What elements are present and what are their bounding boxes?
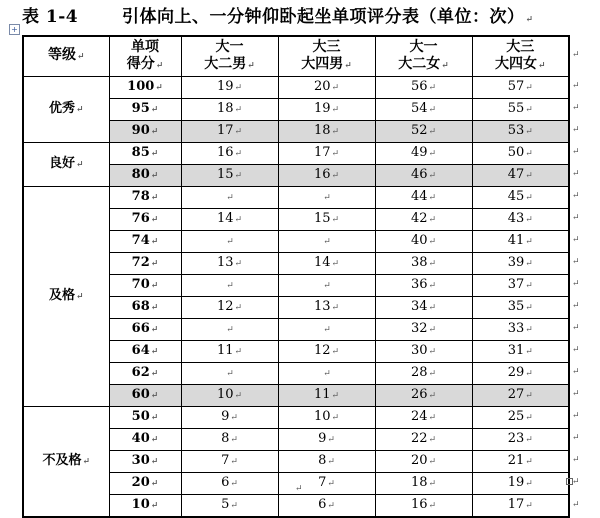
score-cell: 10↵ xyxy=(109,495,181,518)
table-row xyxy=(23,77,569,99)
value-cell: 34↵ xyxy=(375,297,472,319)
value-cell: 54↵ xyxy=(375,99,472,121)
caption-text: 引体向上、一分钟仰卧起坐单项评分表（单位：次）↵ xyxy=(122,7,534,27)
header-grade: 等级↵ xyxy=(23,36,109,77)
score-cell: 85↵ xyxy=(109,143,181,165)
score-cell: 68↵ xyxy=(109,297,181,319)
table-row xyxy=(23,187,569,209)
value-cell: 29↵ xyxy=(472,363,569,385)
row-end-mark-icon: ↵ xyxy=(572,279,580,289)
score-cell: 40↵ xyxy=(109,429,181,451)
value-cell: 26↵ xyxy=(375,385,472,407)
value-cell: 17↵ xyxy=(278,143,375,165)
value-cell: 13↵ xyxy=(181,253,278,275)
header-col3: 大一 大二女↵ xyxy=(375,36,472,77)
value-cell: 6↵ xyxy=(181,473,278,495)
paragraph-mark-icon: ↵ xyxy=(295,484,303,494)
value-cell: 12↵ xyxy=(181,297,278,319)
value-cell: 16↵ xyxy=(278,165,375,187)
value-cell: 17↵ xyxy=(181,121,278,143)
paragraph-mark-icon: ↵ xyxy=(525,15,534,25)
value-cell: 18↵ xyxy=(375,473,472,495)
row-end-mark-icon: ↵ xyxy=(572,235,580,245)
score-cell: 20↵ xyxy=(109,473,181,495)
value-cell: 43↵ xyxy=(472,209,569,231)
value-cell: 24↵ xyxy=(375,407,472,429)
score-cell: 80↵ xyxy=(109,165,181,187)
table-row xyxy=(23,143,569,165)
score-cell: 62↵ xyxy=(109,363,181,385)
value-cell: 37↵ xyxy=(472,275,569,297)
value-cell: 32↵ xyxy=(375,319,472,341)
value-cell: 19↵ xyxy=(472,473,569,495)
header-score: 单项 得分↵ xyxy=(109,36,181,77)
value-cell: 12↵ xyxy=(278,341,375,363)
row-end-mark-icon: ↵ xyxy=(572,455,580,465)
value-cell: 20↵ xyxy=(278,77,375,99)
row-end-mark-icon: ↵ xyxy=(572,103,580,113)
score-cell: 50↵ xyxy=(109,407,181,429)
value-cell: ↵ xyxy=(181,363,278,385)
value-cell: 11↵ xyxy=(181,341,278,363)
row-end-mark-icon: ↵ xyxy=(572,411,580,421)
row-end-mark-icon: ↵ xyxy=(572,81,580,91)
score-cell: 100↵ xyxy=(109,77,181,99)
value-cell: 10↵ xyxy=(181,385,278,407)
value-cell: 16↵ xyxy=(181,143,278,165)
value-cell: 27↵ xyxy=(472,385,569,407)
row-end-mark-icon: ↵ xyxy=(572,389,580,399)
header-col2: 大三 大四男↵ xyxy=(278,36,375,77)
row-end-mark-icon: ↵ xyxy=(572,301,580,311)
row-end-mark-icon: ↵ xyxy=(572,191,580,201)
value-cell: 55↵ xyxy=(472,99,569,121)
value-cell: 5↵ xyxy=(181,495,278,518)
row-end-mark-icon: ↵ xyxy=(572,323,580,333)
value-cell: 15↵ xyxy=(278,209,375,231)
grade-cell: 优秀↵ xyxy=(23,77,109,143)
value-cell: 50↵ xyxy=(472,143,569,165)
value-cell: 56↵ xyxy=(375,77,472,99)
header-col1: 大一 大二男↵ xyxy=(181,36,278,77)
value-cell: ↵ xyxy=(181,231,278,253)
header-col4: 大三 大四女↵ xyxy=(472,36,569,77)
value-cell: 33↵ xyxy=(472,319,569,341)
value-cell: ↵ xyxy=(181,275,278,297)
value-cell: 11↵ xyxy=(278,385,375,407)
row-end-mark-icon: ↵ xyxy=(572,257,580,267)
table-row xyxy=(23,407,569,429)
score-cell: 70↵ xyxy=(109,275,181,297)
value-cell: 13↵ xyxy=(278,297,375,319)
value-cell: 8↵ xyxy=(278,451,375,473)
value-cell: 17↵ xyxy=(472,495,569,518)
score-cell: 30↵ xyxy=(109,451,181,473)
table-resize-handle-icon[interactable] xyxy=(566,478,573,485)
value-cell: 28↵ xyxy=(375,363,472,385)
value-cell: 52↵ xyxy=(375,121,472,143)
value-cell: 8↵ xyxy=(181,429,278,451)
grade-cell: 良好↵ xyxy=(23,143,109,187)
row-end-mark-icon: ↵ xyxy=(572,367,580,377)
value-cell: 20↵ xyxy=(375,451,472,473)
value-cell: 21↵ xyxy=(472,451,569,473)
row-end-mark-icon: ↵ xyxy=(572,169,580,179)
value-cell: 40↵ xyxy=(375,231,472,253)
score-cell: 64↵ xyxy=(109,341,181,363)
value-cell: 23↵ xyxy=(472,429,569,451)
value-cell: 9↵ xyxy=(181,407,278,429)
value-cell: 38↵ xyxy=(375,253,472,275)
value-cell: 42↵ xyxy=(375,209,472,231)
table-header-row xyxy=(23,36,569,77)
table-caption xyxy=(0,2,600,32)
score-cell: 76↵ xyxy=(109,209,181,231)
table-move-handle-icon[interactable]: + xyxy=(9,24,20,35)
value-cell: ↵ xyxy=(278,231,375,253)
value-cell: 18↵ xyxy=(278,121,375,143)
value-cell: 14↵ xyxy=(181,209,278,231)
row-end-mark-icon: ↵ xyxy=(572,49,580,60)
grade-cell: 不及格↵ xyxy=(23,407,109,518)
value-cell: 16↵ xyxy=(375,495,472,518)
score-cell: 90↵ xyxy=(109,121,181,143)
value-cell: 19↵ xyxy=(278,99,375,121)
row-end-mark-icon: ↵ xyxy=(572,125,580,135)
value-cell: 22↵ xyxy=(375,429,472,451)
row-end-mark-icon: ↵ xyxy=(572,477,580,487)
value-cell: 45↵ xyxy=(472,187,569,209)
score-cell: 66↵ xyxy=(109,319,181,341)
value-cell: ↵ xyxy=(278,363,375,385)
value-cell: 57↵ xyxy=(472,77,569,99)
score-table xyxy=(22,35,570,518)
row-end-mark-icon: ↵ xyxy=(572,433,580,443)
value-cell: 35↵ xyxy=(472,297,569,319)
value-cell: ↵ xyxy=(181,187,278,209)
score-cell: 74↵ xyxy=(109,231,181,253)
score-cell: 60↵ xyxy=(109,385,181,407)
value-cell: 7↵ xyxy=(181,451,278,473)
value-cell: 39↵ xyxy=(472,253,569,275)
value-cell: 53↵ xyxy=(472,121,569,143)
value-cell: 25↵ xyxy=(472,407,569,429)
value-cell: ↵ xyxy=(278,319,375,341)
row-end-mark-icon: ↵ xyxy=(572,213,580,223)
value-cell: 36↵ xyxy=(375,275,472,297)
row-end-mark-icon: ↵ xyxy=(572,147,580,157)
value-cell: 41↵ xyxy=(472,231,569,253)
value-cell: 19↵ xyxy=(181,77,278,99)
caption-number: 表 1-4 xyxy=(22,7,79,27)
value-cell: ↵ xyxy=(181,319,278,341)
value-cell: 49↵ xyxy=(375,143,472,165)
score-table-body xyxy=(23,36,569,517)
value-cell: 44↵ xyxy=(375,187,472,209)
value-cell: 46↵ xyxy=(375,165,472,187)
value-cell: 31↵ xyxy=(472,341,569,363)
value-cell: ↵ xyxy=(278,275,375,297)
score-cell: 78↵ xyxy=(109,187,181,209)
score-cell: 95↵ xyxy=(109,99,181,121)
score-cell: 72↵ xyxy=(109,253,181,275)
row-end-mark-icon: ↵ xyxy=(572,345,580,355)
grade-cell: 及格↵ xyxy=(23,187,109,407)
value-cell: 15↵ xyxy=(181,165,278,187)
value-cell: 47↵ xyxy=(472,165,569,187)
value-cell: 10↵ xyxy=(278,407,375,429)
value-cell: ↵ xyxy=(278,187,375,209)
value-cell: 14↵ xyxy=(278,253,375,275)
row-end-mark-icon: ↵ xyxy=(572,499,580,510)
value-cell: 18↵ xyxy=(181,99,278,121)
value-cell: 30↵ xyxy=(375,341,472,363)
value-cell: 7↵ xyxy=(278,473,375,495)
value-cell: 9↵ xyxy=(278,429,375,451)
value-cell: 6↵ xyxy=(278,495,375,518)
